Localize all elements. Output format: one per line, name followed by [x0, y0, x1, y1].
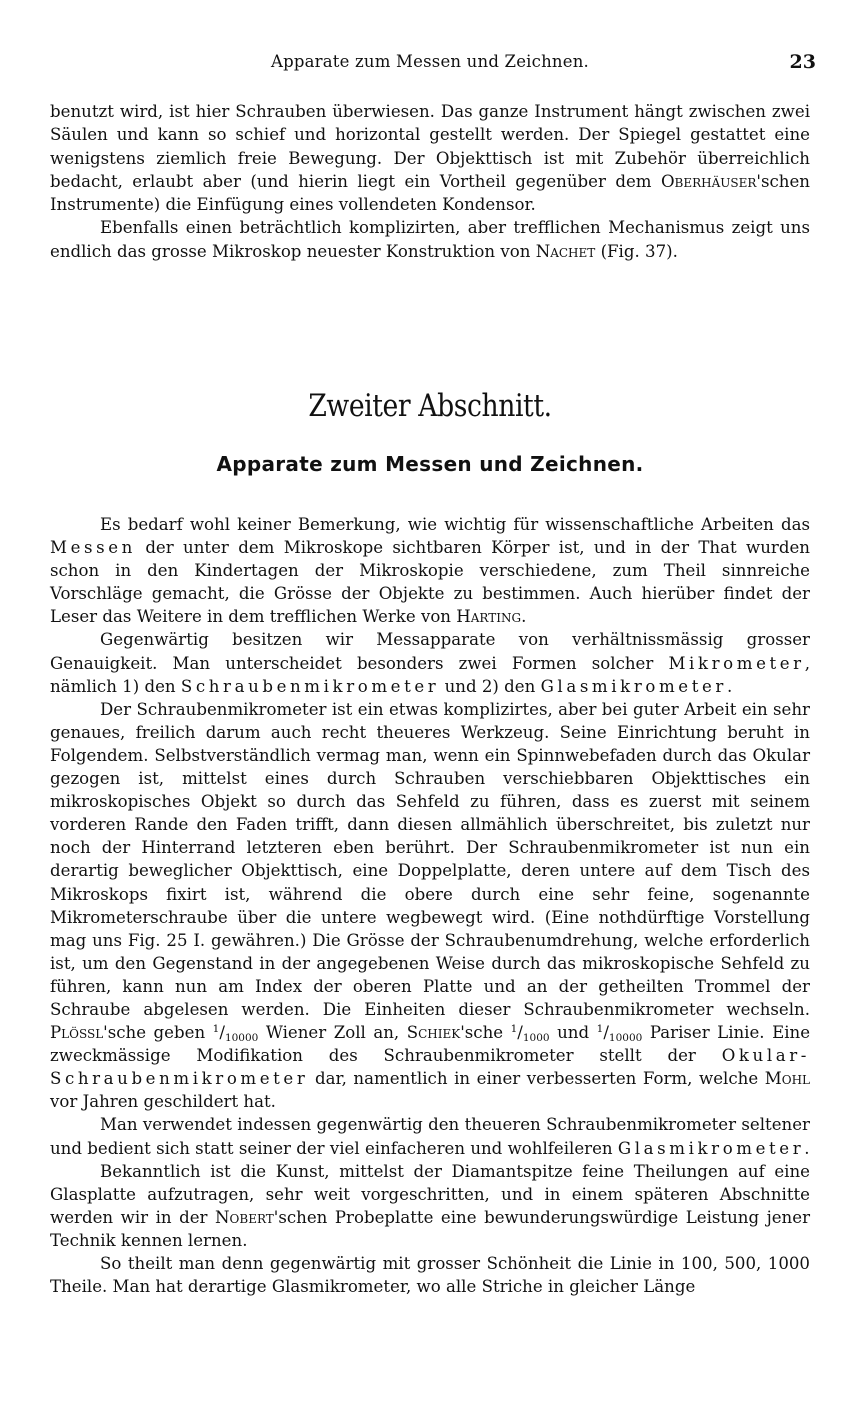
paragraph: Ebenfalls einen beträchtlich komplizirten, aber trefflichen Mechanismus zeigt uns endlich das grosse Mikroskop neuester Konstruktion von Nachet (Fig. 37).: [50, 218, 810, 261]
paragraph: Bekanntlich ist die Kunst, mittelst der Diamantspitze feine Theilungen auf eine Glasplatte aufzutragen, sehr weit vorgeschritten, und in einem späteren Abschnitte werden wir in der Nobert'schen Probeplatte eine bewunderungswürdige Leistung jener Technik kennen lernen.: [50, 1161, 810, 1250]
spaced-term: Glasmikrometer: [617, 1138, 805, 1158]
paragraph: So theilt man denn gegenwärtig mit grosser Schönheit die Linie in 100, 500, 1000 Theile. Man hat derartige Glasmikrometer, wo alle Striche in gleicher Länge: [50, 1254, 810, 1297]
name-nobert: Nobert: [215, 1207, 274, 1227]
fraction: $^1/_{10000}$: [212, 1023, 259, 1045]
paragraph: benutzt wird, ist hier Schrauben überwiesen. Das ganze Instrument hängt zwischen zwei Säulen und kann so schief und horizontal gestellt werden. Der Spiegel gestattet eine wenigstens ziemlich freie Bewegung. Der Objekttisch ist mit Zubehör überreichlich bedacht, erlaubt aber (und hierin liegt ein Vortheil gegenüber dem Oberhäuser'schen Instrumente) die Einfügung eines vollendeten Kondensor.: [50, 102, 810, 215]
running-title: Apparate zum Messen und Zeichnen.: [271, 52, 589, 71]
running-header: [0, 52, 860, 76]
paragraph: Gegenwärtig besitzen wir Messapparate von verhältnissmässig grosser Genauigkeit. Man unterscheidet besonders zwei Formen solcher Mikrometer, nämlich 1) den Schraubenmikrometer und 2) den Glasmikrometer.: [50, 630, 810, 696]
fraction: $^1/_{1000}$: [510, 1023, 550, 1045]
paragraph: Der Schraubenmikrometer ist ein etwas komplizirtes, aber bei guter Arbeit ein sehr genaues, freilich darum auch recht theueres Werkzeug. Seine Einrichtung beruht in Folgendem. Selbstverständlich vermag man, wenn ein Spinnwebefaden durch das Okular gezogen ist, mittelst eines durch Schrauben verschiebbaren Objekttisches ein mikroskopisches Objekt so durch das Sehfeld zu führen, dass es zuerst mit seinem vorderen Rande den Faden trifft, dann diesen allmählich überschreitet, bis zuletzt nur noch der Hinterrand letzteren eben berührt. Der Schraubenmikrometer ist nun ein derartig beweglicher Objekttisch, eine Doppelplatte, deren untere auf dem Tisch des Mikroskops fixirt ist, während die obere durch eine sehr feine, sogenannte Mikrometerschraube über die untere wegbewegt wird. (Eine nothdürftige Vorstellung mag uns Fig. 25 I. gewähren.) Die Grösse der Schraubenumdrehung, welche erforderlich ist, um den Gegenstand in der angegebenen Weise durch das mikroskopische Sehfeld zu führen, kann nun am Index der oberen Platte und an der getheilten Trommel der Schraube abgelesen werden. Die Einheiten dieser Schraubenmikrometer wechseln. Plössl'sche geben $^1/_{10000}$ Wiener Zoll an, Schiek'sche $^1/_{1000}$ und $^1/_{10000}$ Pariser Linie. Eine zweckmässige Modifikation des Schraubenmikrometer stellt der Okular-Schraubenmikrometer dar, namentlich in einer verbesserten Form, welche Mohl vor Jahren geschildert hat.: [50, 699, 811, 1112]
page-number: 23: [789, 51, 816, 73]
spaced-term: Okular-Schraubenmikrometer: [50, 1046, 810, 1089]
spaced-term: Mikrometer: [668, 653, 805, 673]
fraction: $^1/_{10000}$: [596, 1023, 643, 1045]
continued-text: [50, 100, 810, 263]
spaced-term: Schraubenmikrometer: [180, 676, 440, 696]
spaced-term: Glasmikrometer: [540, 676, 727, 696]
name-schiek: Schiek: [406, 1023, 461, 1043]
name-mohl: Mohl: [764, 1069, 810, 1089]
section-title: Zweiter Abschnitt.: [308, 388, 552, 424]
spaced-term: Messen: [50, 538, 136, 558]
name-harting: Harting: [456, 607, 522, 627]
paragraph: Man verwendet indessen gegenwärtig den theueren Schraubenmikrometer seltener und bedient sich statt seiner der viel einfacheren und wohlfeileren Glasmikrometer.: [50, 1115, 810, 1158]
paragraph: Es bedarf wohl keiner Bemerkung, wie wichtig für wissenschaftliche Arbeiten das Messen der unter dem Mikroskope sichtbaren Körper ist, und in der That wurden schon in den Kindertagen der Mikroskopie verschiedene, zum Theil sinnreiche Vorschläge gemacht, die Grösse der Objekte zu bestimmen. Auch hierüber findet der Leser das Weitere in dem trefflichen Werke von Harting.: [50, 515, 810, 627]
name-ploessl: Plössl: [50, 1023, 104, 1043]
name-nachet: Nachet: [535, 241, 596, 261]
name-oberhaeuser: Oberhäuser: [660, 171, 757, 191]
section-subtitle: Apparate zum Messen und Zeichnen.: [216, 452, 644, 476]
section-body: [50, 513, 810, 1298]
